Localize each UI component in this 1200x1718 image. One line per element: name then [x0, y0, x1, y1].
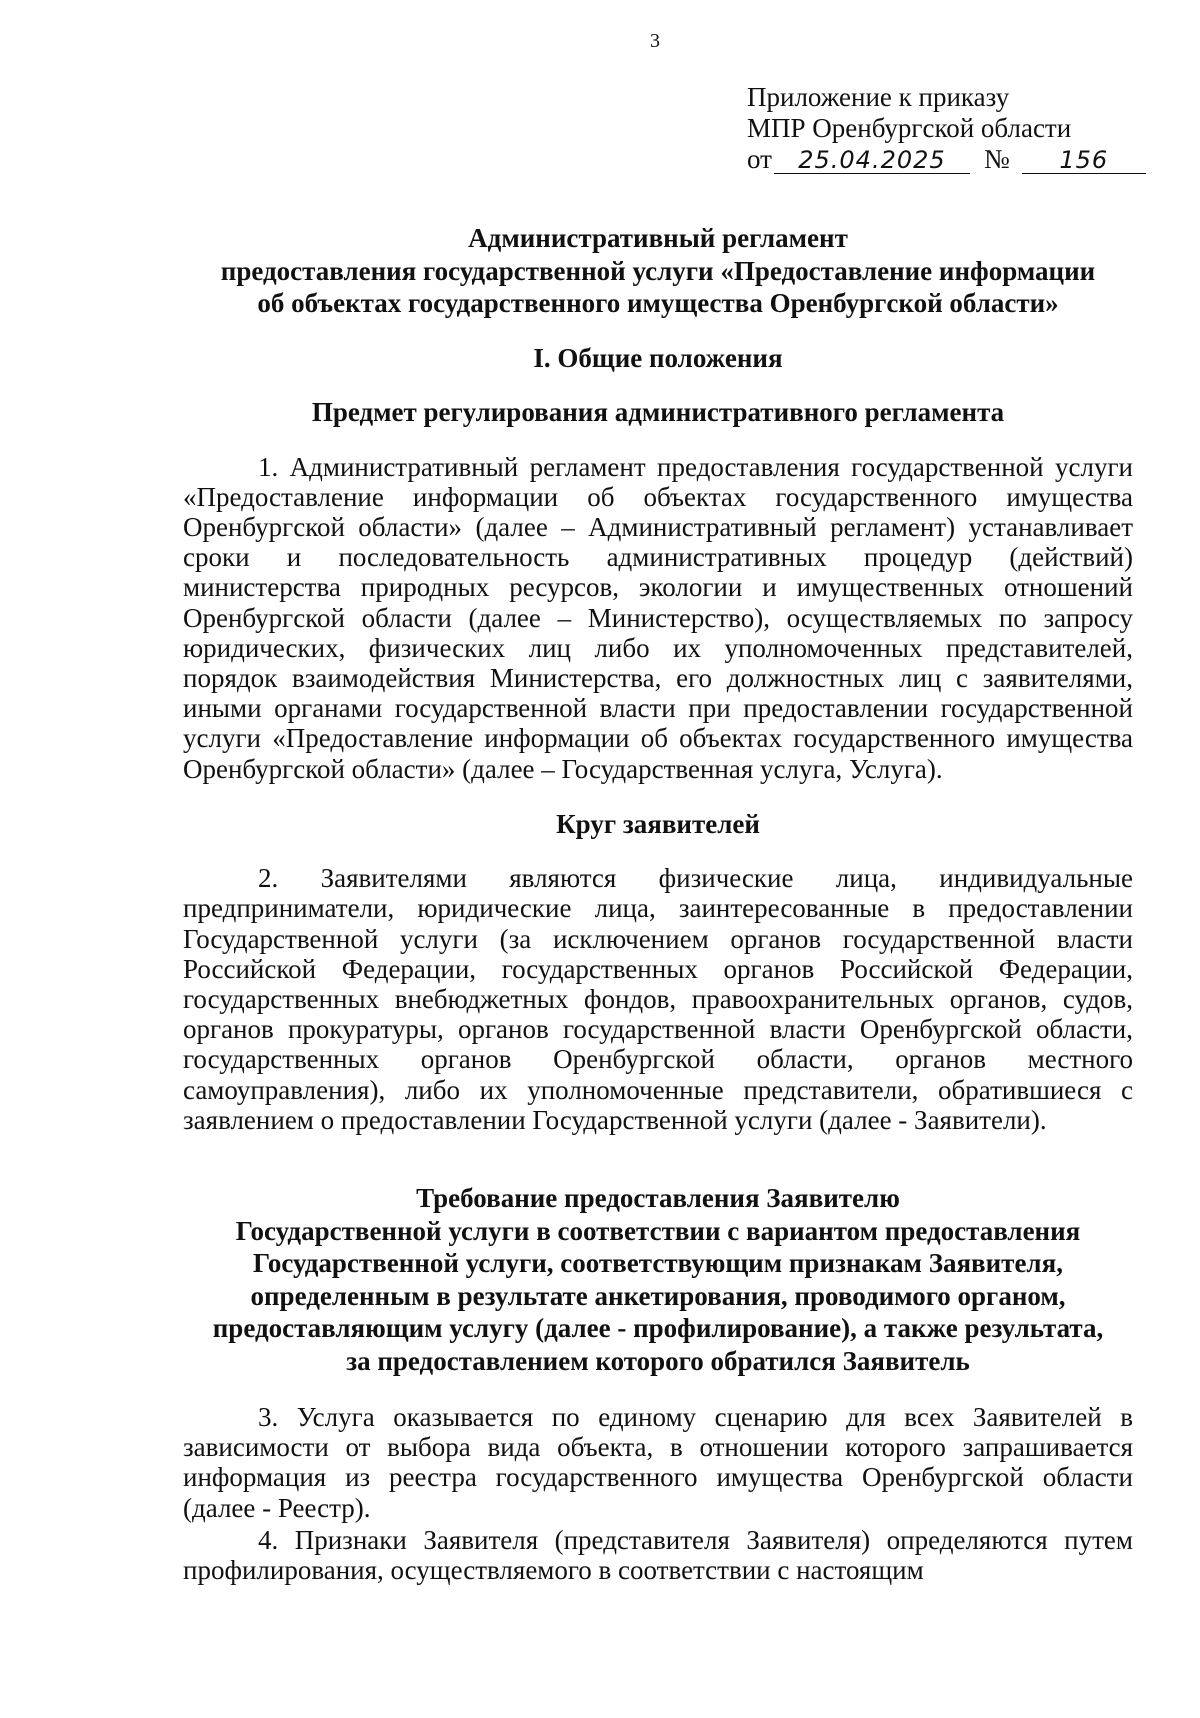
paragraph-2: 2. Заявителями являются физические лица, индивидуальные предприниматели, юридические лица, заинтересованные в предоставлении Государственной услуги (за исключением органов государственной власти Российской Федерации, государственных органов Российской Федерации, государственных внебюджетных фондов, правоохранительных органов, судов, органов прокуратуры, органов государственной власти Оренбургской области, государственных органов Оренбургской области, органов местного самоуправления), либо их уполномоченные представители, обратившиеся с заявлением о предоставлении Государственной услуги (далее - Заявители).	[183, 863, 1133, 1135]
title-line-1: Административный регламент	[468, 223, 848, 253]
appendix-date-line	[747, 144, 1146, 175]
page-number: 3	[650, 30, 660, 52]
appendix-line-2: МПР Оренбургской области	[747, 113, 1072, 143]
section-1-heading: I. Общие положения	[533, 342, 783, 373]
requirement-heading-line-6: за предоставлением которого обратился Заявитель	[346, 1345, 970, 1376]
title-line-2: предоставления государственной услуги «Предоставление информации	[220, 255, 1096, 286]
paragraph-4: 4. Признаки Заявителя (представителя Заявителя) определяются путем профилирования, осуществляемого в соответствии с настоящим	[183, 1524, 1133, 1586]
paragraph-3: 3. Услуга оказывается по единому сценарию для всех Заявителей в зависимости от выбора вида объекта, в отношении которого запрашивается информация из реестра государственного имущества Оренбургской области (далее - Реестр).	[183, 1402, 1133, 1523]
appendix-line-1: Приложение к приказу	[747, 82, 1010, 112]
handwritten-number: 156	[1022, 147, 1146, 174]
requirement-heading	[183, 1182, 1133, 1377]
requirement-heading-line-4: определенным в результате анкетирования, проводимого органом,	[250, 1280, 1066, 1311]
number-label: №	[983, 144, 1010, 174]
document-title	[183, 222, 1133, 320]
document-body	[183, 222, 1133, 1585]
date-prefix: от	[747, 144, 772, 174]
requirement-heading-line-2: Государственной услуги в соответствии с вариантом предоставления	[235, 1215, 1081, 1246]
requirement-heading-line-5: предоставляющим услугу (далее - профилирование), а также результата,	[212, 1313, 1104, 1344]
requirement-heading-line-1: Требование предоставления Заявителю	[416, 1183, 900, 1214]
applicants-heading: Круг заявителей	[556, 808, 760, 839]
handwritten-date: 25.04.2025	[774, 147, 970, 174]
subject-heading: Предмет регулирования административного регламента	[311, 397, 1005, 427]
paragraph-1: 1. Административный регламент предоставления государственной услуги «Предоставление информации об объектах государственного имущества Оренбургской области» (далее – Административный регламент) устанавливает сроки и последовательность административных процедур (действий) министерства природных ресурсов, экологии и имущественных отношений Оренбургской области (далее – Министерство), осуществляемых по запросу юридических, физических лиц либо их уполномоченных представителей, порядок взаимодействия Министерства, его должностных лиц с заявителями, иными органами государственной власти при предоставлении государственной услуги «Предоставление информации об объектах государственного имущества Оренбургской области» (далее – Государственная услуга, Услуга).	[183, 451, 1133, 784]
appendix-block	[747, 82, 1146, 175]
requirement-heading-line-3: Государственной услуги, соответствующим признакам Заявителя,	[253, 1248, 1063, 1279]
title-line-3: об объектах государственного имущества Оренбургской области»	[257, 288, 1059, 318]
